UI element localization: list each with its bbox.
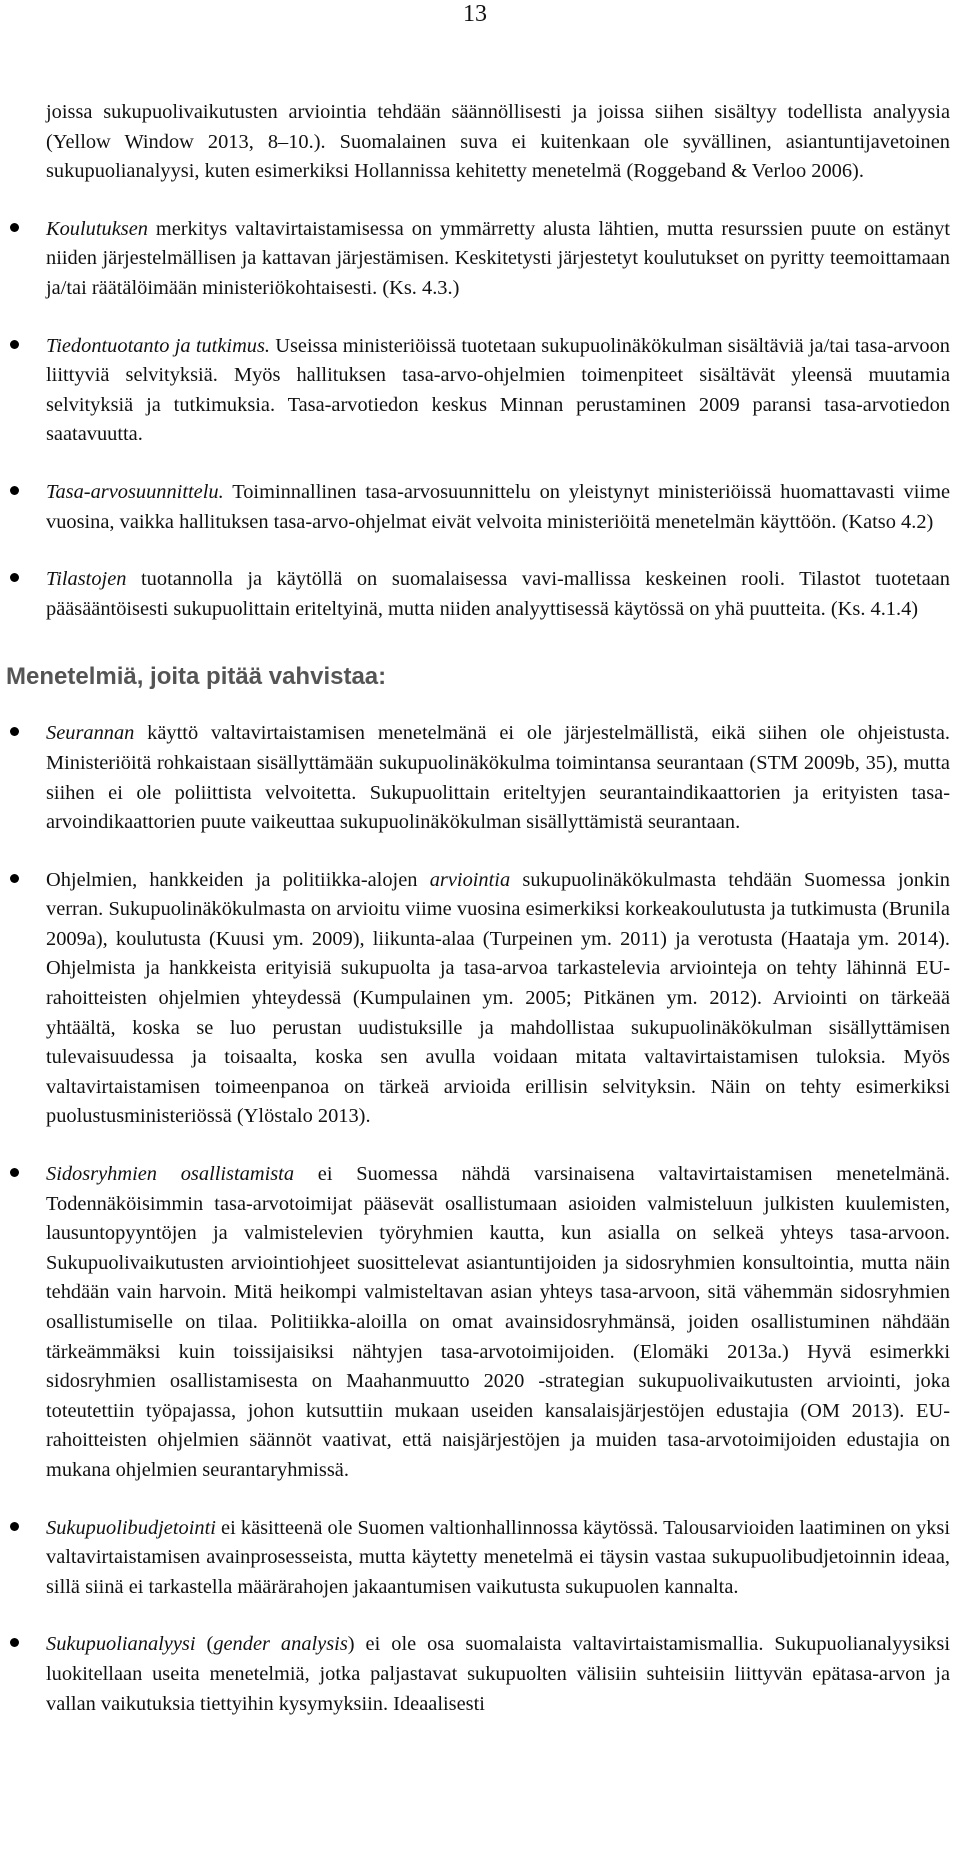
bullet-icon	[10, 340, 19, 349]
bullet-text: sukupuolinäkökulmasta tehdään Suomessa jonkin verran. Sukupuolinäkökulmasta on arvioitu viime vuosina esimerkiksi korkeakoulutusta ja tutkimusta (Brunila 2009a), koulutusta (Kuusi ym. 2009), liikunta-alaa (Turpeinen ym. 2011) ja verotusta (Haataja ym. 2014). Ohjelmista ja hankkeista erityisiä sukupuolta ja tasa-arvoa tarkastelevia arviointeja on tehty lähinnä EU-rahoitteisten ohjelmien yhteydessä (Kumpulainen ym. 2005; Pitkänen ym. 2012). Arviointi on tärkeää yhtäältä, koska se luo perustan uudistuksille ja mahdollistaa sukupuolinäkökulman sisällyttämisen tulevaisuudessa ja toisaalta, koska sen avulla voidaan mitata valtavirtaistamisen tuloksia. Myös valtavirtaistamisen toimeenpanoa on tärkeä arvioida erillisin selvityksin. Näin on tehty esimerkiksi puolustusministeriössä (Ylöstalo 2013).	[46, 868, 950, 1128]
bullet-sukupuolianalyysi	[0, 1630, 950, 1719]
bullet-text: ei Suomessa nähdä varsinaisena valtavirtaistamisen menetelmänä. Todennäköisimmin tasa-arvotoimijat pääsevät osallistumaan asioiden valmisteluun julkisten kuulemisten, lausuntopyyntöjen ja valmistelevien työryhmien kautta, kun asialla on selkeä yhteys tasa-arvoon. Sukupuolivaikutusten arviointiohjeet suosittelevat asiantuntijoiden ja sidosryhmien konsultointia, mutta näin tehdään vain harvoin. Mitä heikompi valmisteltavan asian yhteys tasa-arvoon, sitä vähemmän sidosryhmien osallistumiselle on tilaa. Politiikka-aloilla on omat avainsidosryhmänsä, joiden osallistuminen nähdään tärkeämmäksi kuin toissijaisiksi nähtyjen tasa-arvotoimijoiden. (Elomäki 2013a.) Hyvä esimerkki sidosryhmien osallistamisesta on Maahanmuutto 2020 -strategian sukupuolivaikutusten arviointi, joka toteutettiin työpajassa, johon kutsuttiin mukaan useiden kansalaisjärjestöjen edustajia (OM 2013). EU-rahoitteisten ohjelmien säännöt vaativat, että naisjärjestöjen ja muiden tasa-arvotoimijoiden edustajia on mukana ohjelmien seurantaryhmissä.	[46, 1163, 950, 1481]
bullet-icon	[10, 727, 19, 736]
bullet-icon	[10, 573, 19, 582]
bullet-text: ) ei ole osa suomalaista valtavirtaistamismallia. Sukupuolianalyysiksi luokitellaan useita menetelmiä, jotka paljastavat sukupuolten välisiin suhteisiin liittyvän epätasa-arvon ja vallan vaikutuksia tiettyihin kysymyksiin. Ideaalisesti	[46, 1633, 950, 1715]
bullet-icon	[10, 486, 19, 495]
bullet-arviointi	[0, 866, 950, 1132]
bullet-term: Tiedontuotanto ja tutkimus.	[46, 334, 271, 357]
bullet-sidosryhmat	[0, 1160, 950, 1486]
bullet-term: Tasa-arvosuunnittelu.	[46, 480, 224, 503]
bullet-text: merkitys valtavirtaistamisessa on ymmärretty alusta lähtien, mutta resurssien puute on estänyt niiden järjestelmällisen ja kattavan järjestämisen. Keskitetysti järjestetyt koulutukset on pyritty teemoittamaan ja/tai räätälöimään ministeriökohtaisesti. (Ks. 4.3.)	[46, 217, 950, 299]
bullet-sukupuolibudjetointi	[0, 1514, 950, 1603]
bullet-text: ei käsitteenä ole Suomen valtionhallinnossa käytössä. Talousarvioiden laatiminen on yksi valtavirtaistamisen avainprosesseista, mutta käytetty menetelmä ei täysin vastaa sukupuolibudjetoinnin ideaa, sillä siinä ei tarkastella määrärahojen jakaantumisen vaikutusta sukupuolen kannalta.	[46, 1516, 950, 1598]
bullet-text: Toiminnallinen tasa-arvosuunnittelu on yleistynyt ministeriöissä huomattavasti viime vuosina, vaikka hallituksen tasa-arvo-ohjelmat eivät velvoita ministeriöitä menetelmän käyttöön. (Katso 4.2)	[46, 480, 950, 533]
bullet-tiedontuotanto	[0, 332, 950, 450]
bullet-icon	[10, 874, 19, 883]
bullet-text: käyttö valtavirtaistamisen menetelmänä ei ole järjestelmällistä, eikä siihen ole ohjeistusta. Ministeriöitä rohkaistaan sisällyttämään sukupuolinäkökulma toimintansa seurantaan (STM 2009b, 35), mutta siihen ei ole poliittista velvoitetta. Sukupuolittain eriteltyjen seurantaindikaattorien ja erityisten tasa-arvoindikaattorien puute vaikeuttaa sukupuolinäkökulman sisällyttämistä seurantaan.	[46, 722, 950, 834]
document-body	[0, 98, 960, 1719]
bullet-term: Sidosryhmien osallistamista	[46, 1163, 295, 1186]
bullet-icon	[10, 1168, 19, 1177]
bullet-text: Useissa ministeriöissä tuotetaan sukupuolinäkökulman sisältäviä ja/tai tasa-arvoon liittyviä selvityksiä. Myös hallituksen tasa-arvo-ohjelmien toimenpiteet sisältävät yleensä muutamia selvityksiä ja tutkimuksia. Tasa-arvotiedon keskus Minnan perustaminen 2009 paransi tasa-arvotiedon saatavuutta.	[46, 334, 950, 446]
bullet-text: tuotannolla ja käytöllä on suomalaisessa vavi-mallissa keskeinen rooli. Tilastot tuotetaan pääsääntöisesti sukupuolittain eriteltyinä, mutta niiden analyyttisessä käytössä on yhä puutteita. (Ks. 4.1.4)	[46, 568, 950, 620]
bullet-icon	[10, 1522, 19, 1531]
bullet-term: Koulutuksen	[46, 217, 148, 240]
bullet-icon	[10, 223, 19, 232]
bullet-koulutus	[0, 215, 950, 304]
bullet-term: Tilastojen	[46, 568, 127, 591]
bullet-term: Sukupuolianalyysi	[46, 1633, 196, 1656]
bullet-term: Sukupuolibudjetointi	[46, 1516, 216, 1539]
bullet-icon	[10, 1638, 19, 1647]
bullet-tasa-arvosuunnittelu	[0, 478, 950, 537]
bullet-text-mid: (	[195, 1633, 214, 1656]
bullet-tilastot	[0, 565, 950, 624]
bullet-term: Seurannan	[46, 722, 135, 745]
page-number: 13	[463, 1, 487, 27]
bullet-term: arviointia	[429, 868, 511, 891]
section-heading: Menetelmiä, joita pitää vahvistaa:	[6, 663, 387, 691]
bullet-term-english: gender analysis	[213, 1633, 348, 1656]
intro-paragraph: joissa sukupuolivaikutusten arviointia tehdään säännöllisesti ja joissa siihen sisältyy todellista analyysia (Yellow Window 2013, 8–10.). Suomalainen suva ei kuitenkaan ole syvällinen, asiantuntijavetoinen sukupuolianalyysi, kuten esimerkiksi Hollannissa kehitetty menetelmä (Roggeband & Verloo 2006).	[46, 101, 950, 183]
bullet-seuranta	[0, 719, 950, 837]
bullet-text-pre: Ohjelmien, hankkeiden ja politiikka-alojen	[46, 868, 430, 891]
